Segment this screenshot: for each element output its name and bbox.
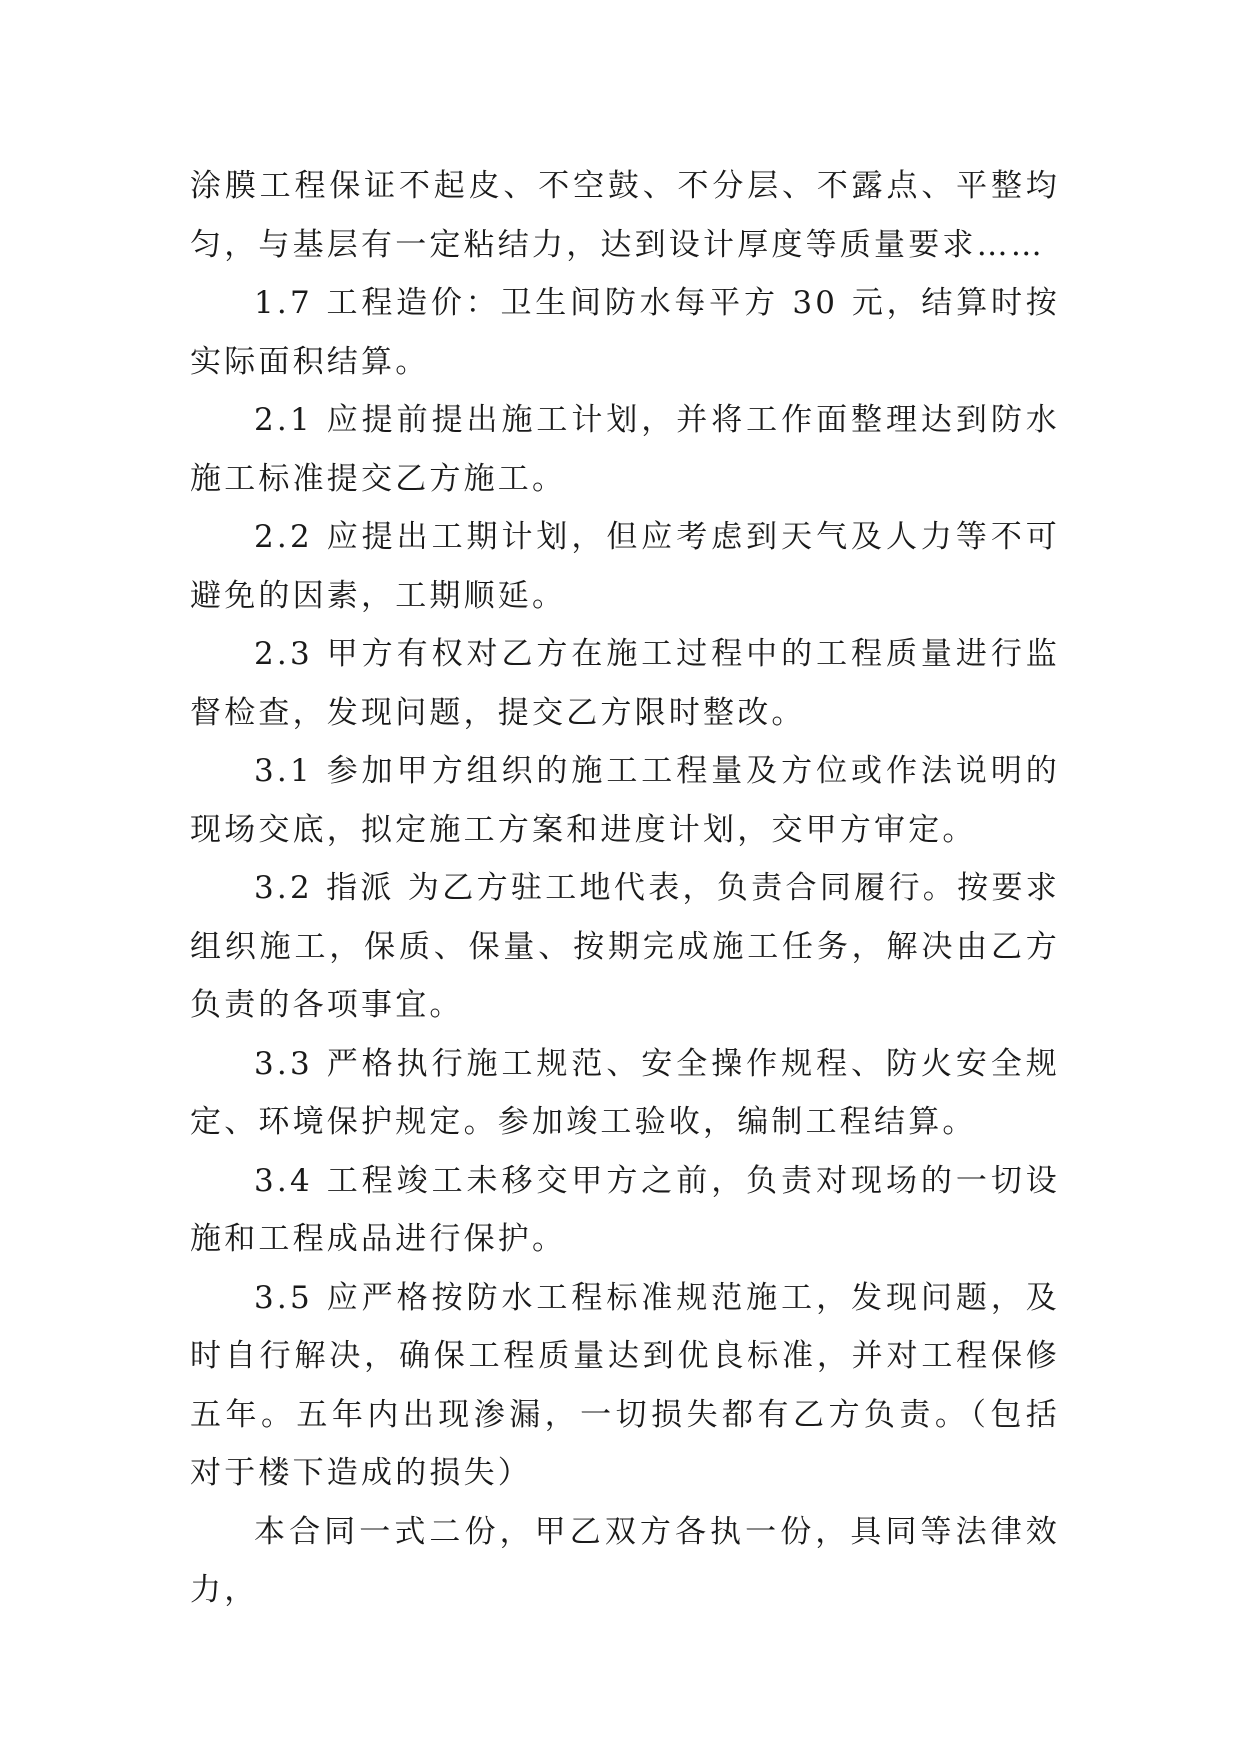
paragraph-3-1-briefing: 3.1 参加甲方组织的施工工程量及方位或作法说明的现场交底，拟定施工方案和进度计划，交甲方审定。 [190,753,1060,848]
paragraph-3-4-protection: 3.4 工程竣工未移交甲方之前，负责对现场的一切设施和工程成品进行保护。 [190,1162,1060,1257]
document-body [190,157,1060,1620]
paragraph-2-3-inspection: 2.3 甲方有权对乙方在施工过程中的工程质量进行监督检查，发现问题，提交乙方限时整改。 [190,636,1060,731]
paragraph-2-1-plan: 2.1 应提前提出施工计划，并将工作面整理达到防水施工标准提交乙方施工。 [190,402,1060,497]
paragraph-3-2-representative: 3.2 指派 为乙方驻工地代表，负责合同履行。按要求组织施工，保质、保量、按期完成施工任务，解决由乙方负责的各项事宜。 [190,870,1060,1023]
paragraph-3-5-warranty: 3.5 应严格按防水工程标准规范施工，发现问题，及时自行解决，确保工程质量达到优良标准，并对工程保修五年。五年内出现渗漏，一切损失都有乙方负责。（包括对于楼下造成的损失） [190,1279,1060,1491]
paragraph-3-3-regulations: 3.3 严格执行施工规范、安全操作规程、防火安全规定、环境保护规定。参加竣工验收，编制工程结算。 [190,1045,1060,1140]
paragraph-1-7-cost: 1.7 工程造价：卫生间防水每平方 30 元，结算时按实际面积结算。 [190,285,1060,380]
paragraph-coating-quality: 涂膜工程保证不起皮、不空鼓、不分层、不露点、平整均匀，与基层有一定粘结力，达到设计厚度等质量要求…… [190,168,1060,263]
paragraph-2-2-schedule: 2.2 应提出工期计划，但应考虑到天气及人力等不可避免的因素，工期顺延。 [190,519,1060,614]
paragraph-copies: 本合同一式二份，甲乙双方各执一份，具同等法律效力， [190,1513,1060,1608]
